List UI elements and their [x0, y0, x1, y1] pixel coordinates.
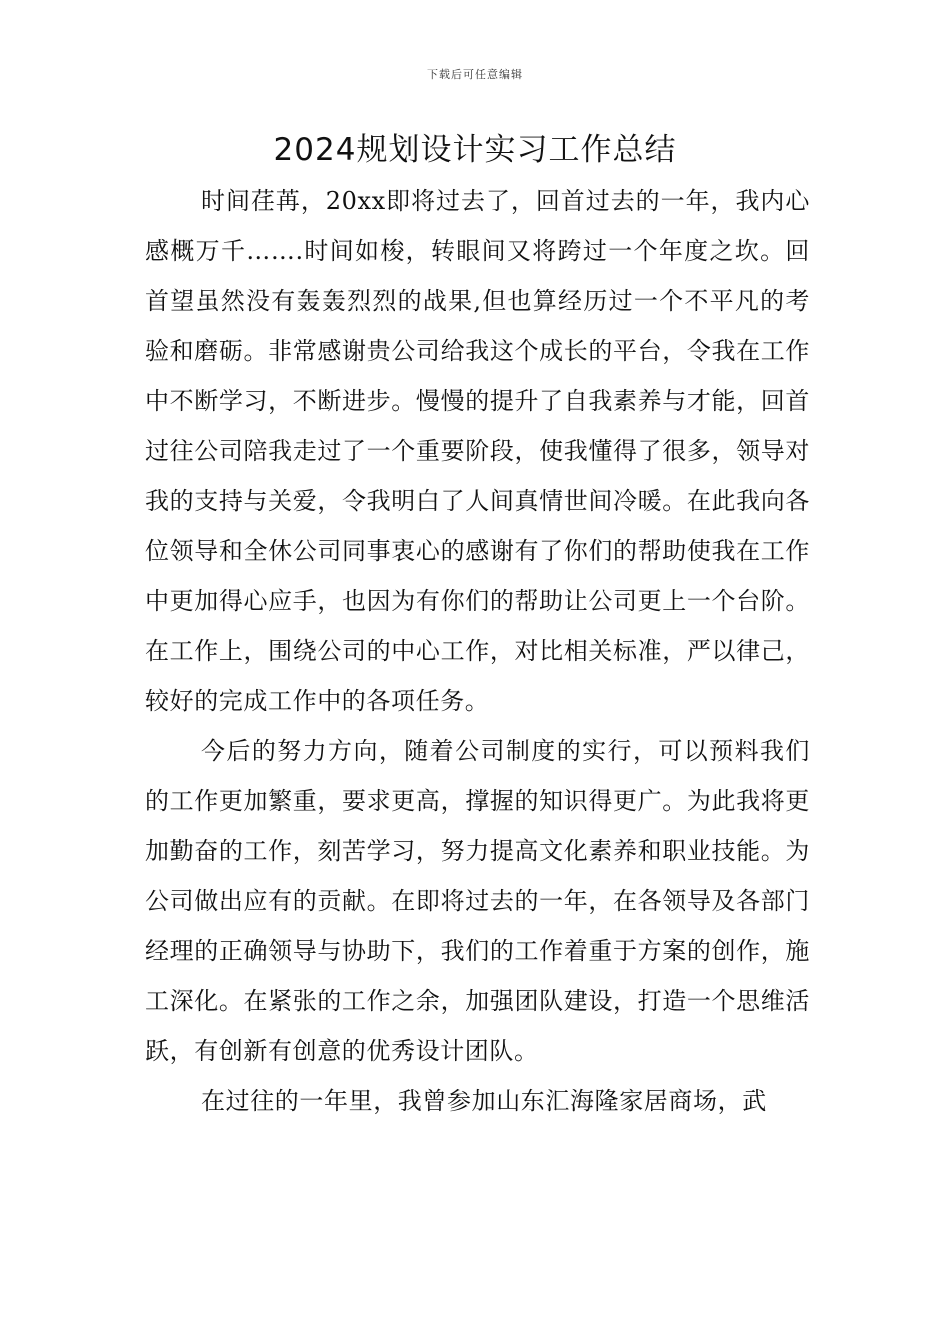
paragraph-1: 时间荏苒，20xx即将过去了，回首过去的一年，我内心感概万千…….时间如梭，转眼间又将跨过一个年度之坎。回首望虽然没有轰轰烈烈的战果,但也算经历过一个不平凡的考验和磨砺。非常感谢贵公司给我这个成长的平台，令我在工作中不断学习，不断进步。慢慢的提升了自我素养与才能，回首过往公司陪我走过了一个重要阶段，使我懂得了很多，领导对我的支持与关爱，令我明白了人间真情世间冷暖。在此我向各位领导和全休公司同事衷心的感谢有了你们的帮助使我在工作中更加得心应手，也因为有你们的帮助让公司更上一个台阶。在工作上，围绕公司的中心工作，对比相关标准，严以律己，较好的完成工作中的各项任务。 [145, 187, 810, 715]
document-title: 2024规划设计实习工作总结 [273, 132, 677, 168]
document-body [145, 176, 810, 1126]
header-note: 下载后可任意编辑 [427, 68, 523, 81]
paragraph-2: 今后的努力方向，随着公司制度的实行，可以预料我们的工作更加繁重，要求更高，撑握的知识得更广。为此我将更加勤奋的工作，刻苦学习，努力提高文化素养和职业技能。为公司做出应有的贡献。在即将过去的一年，在各领导及各部门经理的正确领导与协助下，我们的工作着重于方案的创作，施工深化。在紧张的工作之余，加强团队建设，打造一个思维活跃，有创新有创意的优秀设计团队。 [145, 737, 810, 1065]
paragraph-3: 在过往的一年里，我曾参加山东汇海隆家居商场，武 [201, 1087, 767, 1115]
